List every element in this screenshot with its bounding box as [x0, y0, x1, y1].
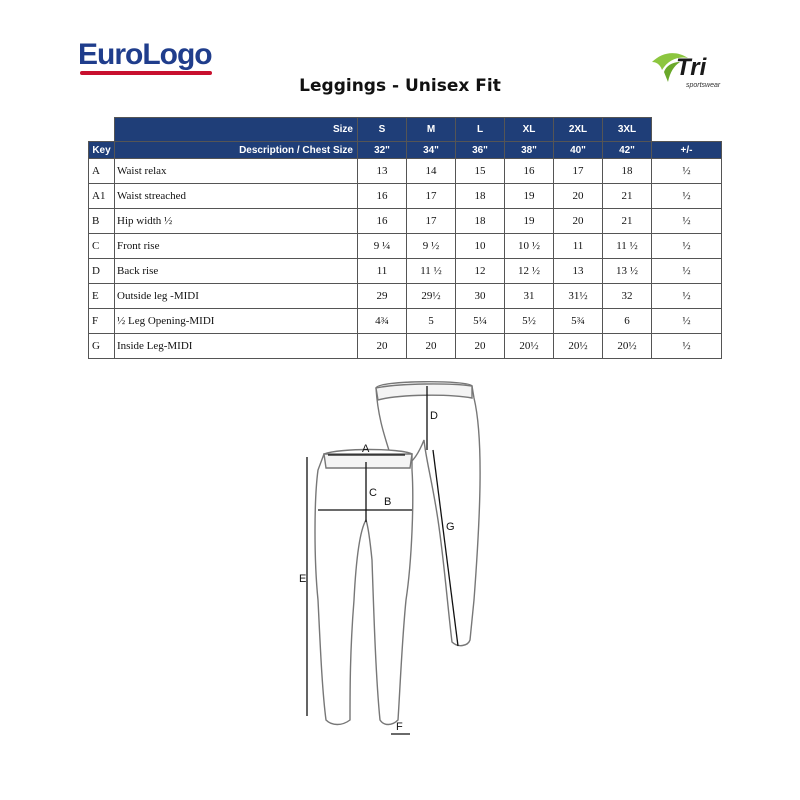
measurement-cell: 13 ½	[603, 259, 652, 284]
tolerance-cell: ½	[652, 184, 722, 209]
chest-header-cell: 34"	[407, 142, 456, 159]
measurement-cell: 30	[456, 284, 505, 309]
tri-text: Tri	[676, 54, 707, 81]
measurement-cell: 16	[358, 184, 407, 209]
row-description: Hip width ½	[115, 209, 358, 234]
measurement-cell: 9 ½	[407, 234, 456, 259]
measurement-cell: 5½	[505, 309, 554, 334]
label-d: D	[430, 410, 438, 422]
label-f: F	[396, 721, 403, 733]
eurologo-text: EuroLogo	[78, 38, 212, 71]
measurement-cell: 14	[407, 159, 456, 184]
size-header-label: Size	[115, 118, 358, 142]
label-b: B	[384, 496, 392, 508]
measurement-cell: 5¼	[456, 309, 505, 334]
tolerance-cell: ½	[652, 334, 722, 359]
label-g: G	[446, 521, 455, 533]
row-key: C	[89, 234, 115, 259]
row-description: Outside leg -MIDI	[115, 284, 358, 309]
row-description: Waist relax	[115, 159, 358, 184]
measurement-cell: 21	[603, 184, 652, 209]
row-key: A	[89, 159, 115, 184]
tolerance-cell: ½	[652, 259, 722, 284]
size-header-cell: 3XL	[603, 118, 652, 142]
tolerance-cell: ½	[652, 209, 722, 234]
measurement-cell: 29	[358, 284, 407, 309]
label-a: A	[362, 443, 370, 455]
tolerance-cell: ½	[652, 309, 722, 334]
chest-header-cell: 40"	[554, 142, 603, 159]
row-key: G	[89, 334, 115, 359]
measurement-cell: 13	[554, 259, 603, 284]
row-key: E	[89, 284, 115, 309]
size-header-cell: L	[456, 118, 505, 142]
measurement-cell: 18	[456, 209, 505, 234]
measurement-cell: 17	[407, 209, 456, 234]
size-header-cell: S	[358, 118, 407, 142]
row-key: D	[89, 259, 115, 284]
measurement-cell: 17	[407, 184, 456, 209]
measurement-cell: 32	[603, 284, 652, 309]
tolerance-header: +/-	[652, 142, 722, 159]
measurement-cell: 16	[505, 159, 554, 184]
measurement-cell: 5	[407, 309, 456, 334]
row-description: Waist streached	[115, 184, 358, 209]
measurement-cell: 20	[407, 334, 456, 359]
measurement-cell: 21	[603, 209, 652, 234]
size-header-cell: 2XL	[554, 118, 603, 142]
measurement-cell: 20½	[554, 334, 603, 359]
size-header-cell: XL	[505, 118, 554, 142]
tolerance-cell: ½	[652, 159, 722, 184]
row-description: Inside Leg-MIDI	[115, 334, 358, 359]
label-e: E	[299, 573, 307, 585]
measurement-cell: 9 ¼	[358, 234, 407, 259]
row-description: Front rise	[115, 234, 358, 259]
measurement-cell: 12 ½	[505, 259, 554, 284]
measurement-cell: 15	[456, 159, 505, 184]
measurement-cell: 18	[603, 159, 652, 184]
description-header: Description / Chest Size	[115, 142, 358, 159]
page-title: Leggings - Unisex Fit	[299, 76, 501, 96]
chest-header-cell: 38"	[505, 142, 554, 159]
measurement-cell: 19	[505, 209, 554, 234]
size-header-cell: M	[407, 118, 456, 142]
tri-tagline: sportswear	[686, 82, 721, 89]
measurement-cell: 20½	[603, 334, 652, 359]
measurement-cell: 20	[554, 209, 603, 234]
measurement-cell: 29½	[407, 284, 456, 309]
chest-header-cell: 36"	[456, 142, 505, 159]
measurement-cell: 11 ½	[603, 234, 652, 259]
measurement-cell: 11	[554, 234, 603, 259]
chest-header-cell: 42"	[603, 142, 652, 159]
measurement-cell: 6	[603, 309, 652, 334]
tolerance-cell: ½	[652, 284, 722, 309]
measurement-cell: 10 ½	[505, 234, 554, 259]
label-c: C	[369, 487, 377, 499]
measurement-cell: 4¾	[358, 309, 407, 334]
measurement-cell: 11 ½	[407, 259, 456, 284]
measurement-cell: 16	[358, 209, 407, 234]
measurement-cell: 20	[554, 184, 603, 209]
measurement-cell: 31	[505, 284, 554, 309]
measurement-cell: 5¾	[554, 309, 603, 334]
measurement-cell: 17	[554, 159, 603, 184]
measurement-cell: 31½	[554, 284, 603, 309]
measurement-cell: 13	[358, 159, 407, 184]
row-key: A1	[89, 184, 115, 209]
front-waistband	[324, 454, 412, 468]
measurement-cell: 18	[456, 184, 505, 209]
row-key: B	[89, 209, 115, 234]
measurement-cell: 20	[358, 334, 407, 359]
key-header: Key	[89, 142, 115, 159]
chest-header-cell: 32"	[358, 142, 407, 159]
measurement-cell: 12	[456, 259, 505, 284]
measurement-cell: 20	[456, 334, 505, 359]
row-key: F	[89, 309, 115, 334]
measurement-cell: 10	[456, 234, 505, 259]
front-leggings-outline	[315, 450, 413, 725]
row-description: ½ Leg Opening-MIDI	[115, 309, 358, 334]
measurement-cell: 20½	[505, 334, 554, 359]
measurement-cell: 19	[505, 184, 554, 209]
row-description: Back rise	[115, 259, 358, 284]
tolerance-cell: ½	[652, 234, 722, 259]
measurement-cell: 11	[358, 259, 407, 284]
